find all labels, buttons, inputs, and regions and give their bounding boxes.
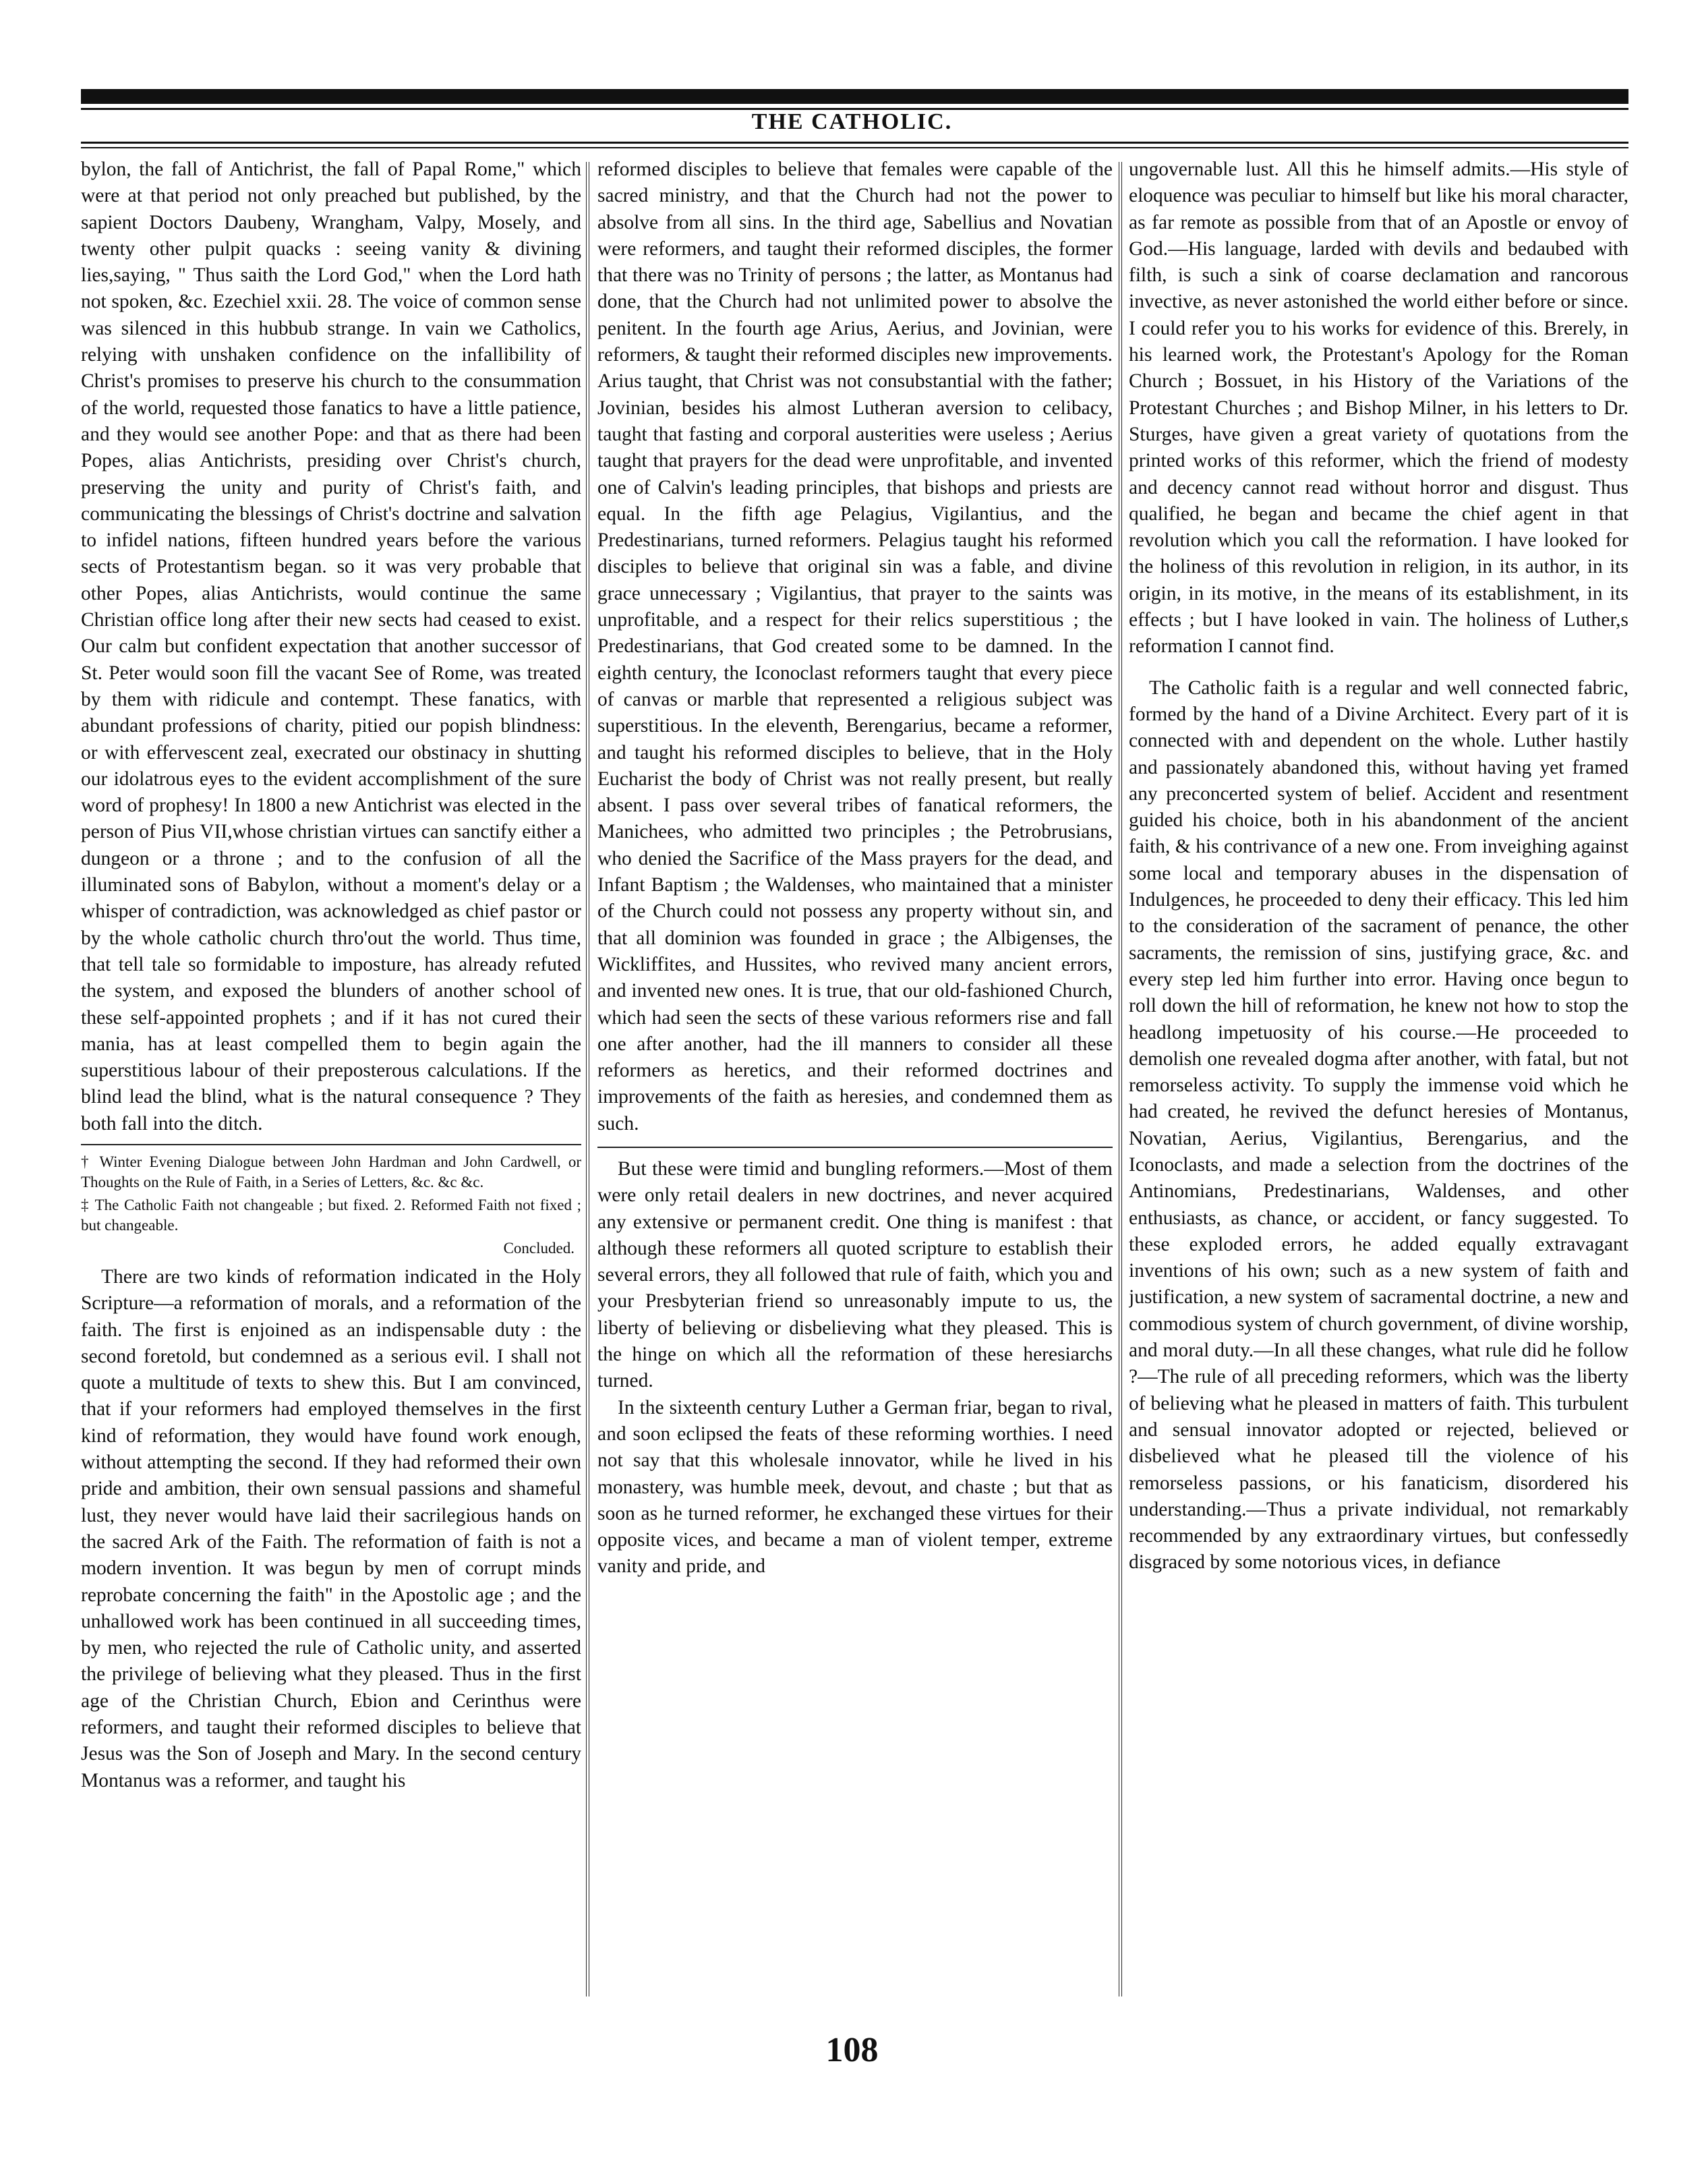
text-columns: [81, 156, 1628, 2005]
column-3: [1129, 156, 1628, 2005]
column-1: [81, 156, 581, 2005]
page-number: 108: [825, 2031, 879, 2069]
column-2-separator: [597, 1147, 1113, 1148]
column-2-paragraph-1: reformed disciples to believe that females were capable of the sacred ministry, and that the Church had not the power to absolve from all sins. In the third age, Sabellius and Novatian were reformers, and taught their reformed disciples, the former that there was no Trinity of persons ; the latter, as Montanus had done, that the Church had not unlimited power to absolve the penitent. In the fourth age Arius, Aerius, and Jovinian, were reformers, & taught their reformed disciples new improvements. Arius taught, that Christ was not consubstantial with the father; Jovinian, besides his almost Lutheran aversion to celibacy, taught that fasting and corporal austerities were useless ; Aerius taught that prayers for the dead were unprofitable, and invented one of Calvin's leading principles, that bishops and priests are equal. In the fifth age Pelagius, Vigilantius, and the Predestinarians, turned reformers. Pelagius taught his reformed disciples to believe that original sin was a fable, and divine grace unnecessary ; Vigilantius, that prayer to the saints was unprofitable, and a respect for their relics superstitious ; the Predestinarians, that God created some to be damned. In the eighth century, the Iconoclast reformers taught that every piece of canvas or marble that represented a religious subject was superstitious. In the eleventh, Berengarius, became a reformer, and taught his reformed disciples to believe, that in the Holy Eucharist the body of Christ was not really present, but really absent. I pass over several tribes of fanatical reformers, the Manichees, who admitted two principles ; the Petrobrusians, who denied the Sacrifice of the Mass prayers for the dead, and Infant Baptism ; the Waldenses, who maintained that a minister of the Church could not possess any property without sin, and that all dominion was founded in grace ; the Albigenses, the Wickliffites, and Hussites, who revived many ancient errors, and invented new ones. It is true, that our old-fashioned Church, which had seen the sects of these various reformers rise and fall one after another, had the ill manners to consider all these reformers as heretics, and their reformed doctrines and improvements of the faith as heresies, and condemned them as such.: [597, 159, 1113, 1134]
concluded-note: Concluded.: [503, 1239, 575, 1257]
footnote-1: † Winter Evening Dialogue between John Hardman and John Cardwell, or Thoughts on the Rule of Faith, in a Series of Letters, &c. &c &c.: [81, 1153, 581, 1190]
masthead-thick-rule: [81, 89, 1628, 104]
masthead-rule-bottom: [81, 142, 1628, 144]
footnotes: [81, 1144, 581, 1259]
masthead-rule-bottom-double: [81, 147, 1628, 148]
column-3-paragraph-1: ungovernable lust. All this he himself admits.—His style of eloquence was peculiar to himself but like his moral character, as far remote as possible from that of an Apostle or envoy of God.—His language, larded with devils and bedaubed with filth, is such a sink of coarse declamation and rancorous invective, as never astonished the world either before or since. I could refer you to his works for evidence of this. Brerely, in his learned work, the Protestant's Apology for the Roman Church ; Bossuet, in his History of the Variations of the Protestant Churches ; and Bishop Milner, in his letters to Dr. Sturges, have given a great variety of quotations from the printed works of this reformer, which the friend of modesty and decency cannot read without horror and disgust. Thus qualified, he began and became the chief agent in that revolution which you call the reformation. I have looked for the holiness of this revolution in religion, in its author, in its origin, in its motive, in the means of its establishment, in its effects ; but I have looked in vain. The holiness of Luther,s reformation I cannot find.: [1129, 159, 1628, 658]
masthead-title: THE CATHOLIC.: [751, 109, 953, 134]
column-divider-1: [586, 162, 589, 1996]
column-divider-2: [1119, 162, 1122, 1996]
column-2-paragraph-2: But these were timid and bungling reformers.—Most of them were only retail dealers in new doctrines, and never acquired any extensive or permanent credit. One thing is manifest : that although these reformers all quoted scripture to establish their several errors, they all followed that rule of faith, which you and your Presbyterian friend so unreasonably impute to us, the liberty of believing or disbelieving what they pleased. This is the hinge on which all the reformation of these heresiarchs turned.: [597, 1157, 1113, 1392]
column-3-paragraph-2: The Catholic faith is a regular and well connected fabric, formed by the hand of a Divine Architect. Every part of it is connected with and dependent on the whole. Luther hastily and passionately abandoned this, without having yet framed any preconcerted system of belief. Accident and resentment guided his choice, both in his abandonment of the ancient faith, & his contrivance of a new one. From inveighing against some local and temporary abuses in the dispensation of Indulgences, he proceeded to deny their efficacy. This led him to the consideration of the sacrament of penance, the other sacraments, the remission of sins, justifying grace, &c. and every step led him further into error. Having once begun to roll down the hill of reformation, he knew not how to stop the headlong impetuosity of his course.—He proceeded to demolish one revealed dogma after another, with fatal, but not remorseless activity. To supply the immense void which he had created, he revived the defunct heresies of Montanus, Novatian, Aerius, Vigilantius, Berengarius, and the Iconoclasts, and made a selection from the doctrines of the Antinomians, Predestinarians, Waldenses, and other enthusiasts, as chance, or accident, or fancy suggested. To these exploded errors, he added equally extravagant inventions of his own; such as a new system of faith and justification, a new system of sacramental doctrine, a new and commodious system of church government, of divine worship, and moral duty.—In all these changes, what rule did he follow ?—The rule of all preceding reformers, which was the liberty of believing what he pleased in matters of faith. This turbulent and sensual innovator adopted or rejected, believed or disbelieved what he pleased till the violence of his remorseless passions, or his fanaticism, disordered his understanding.—Thus a private individual, not remarkably recommended by any extraordinary virtues, but confessedly disgraced by some notorious vices, in defiance: [1129, 677, 1628, 1574]
column-2: [597, 156, 1113, 2005]
column-1-paragraph-1: bylon, the fall of Antichrist, the fall of Papal Rome," which were at that period not only preached but published, by the sapient Doctors Daubeny, Wrangham, Valpy, Mosely, and twenty other pulpit quacks : seeing vanity & divining lies,saying, " Thus saith the Lord God," when the Lord hath not spoken, &c. Ezechiel xxii. 28. The voice of common sense was silenced in this hubbub strange. In vain we Catholics, relying with unshaken confidence on the infallibility of Christ's promises to preserve his church to the consummation of the world, requested those fanatics to have a little patience, and they would see another Pope: and that as there had been Popes, alias Antichrists, presiding over Christ's church, preserving the unity and purity of Christ's faith, and communicating the blessings of Christ's doctrine and salvation to infidel nations, fifteen hundred years before the various sects of Protestantism began. so it was very probable that other Popes, alias Antichrists, would continue the same Christian office long after their new sects had ceased to exist. Our calm but confident expectation that another successor of St. Peter would soon fill the vacant See of Rome, was treated by them with ridicule and contempt. These fanatics, with abundant professions of charity, pitied our popish blindness: or with effervescent zeal, execrated our obstinacy in shutting our idolatrous eyes to the evident accomplishment of the sure word of prophesy! In 1800 a new Antichrist was elected in the person of Pius VII,whose christian virtues can sanctify either a dungeon or a throne ; and to the confusion of all the illuminated sons of Babylon, without a moment's delay or a whisper of contradiction, was acknowledged as chief pastor or by the whole catholic church thro'out the world. Thus time, that tell tale so formidable to imposture, has already refuted the system, and exposed the blunders of another school of these self-appointed prophets ; and if it has not cured their mania, has at least compelled them to begin again the superstitious labour of their preposterous calculations. If the blind lead the blind, what is the natural consequence ? They both fall into the ditch.: [81, 159, 581, 1134]
footnote-2: ‡ The Catholic Faith not changeable ; but fixed. 2. Reformed Faith not fixed ; but changeable.: [81, 1196, 581, 1234]
column-2-paragraph-3: In the sixteenth century Luther a German friar, began to rival, and soon eclipsed the feats of these reforming worthies. I need not say that this wholesale innovator, while he lived in his monastery, was humble meek, devout, and chaste ; but that as soon as he turned reformer, he exchanged these virtues for their opposite vices, and became a man of violent temper, extreme vanity and pride, and: [597, 1396, 1113, 1578]
column-1-paragraph-2: There are two kinds of reformation indicated in the Holy Scripture—a reformation of morals, and a reformation of the faith. The first is enjoined as an indispensable duty : the second foretold, but condemned as a serious evil. I shall not quote a multitude of texts to shew this. But I am convinced, that if your reformers had employed themselves in the first kind of reformation, they would have found work enough, without attempting the second. If they had reformed their own pride and ambition, their own sensual passions and shameful lust, they never would have laid their sacrilegious hands on the sacred Ark of the Faith. The reformation of faith is not a modern invention. It was begun by men of corrupt minds reprobate concerning the faith" in the Apostolic age ; and the unhallowed work has been continued in all succeeding times, by men, who rejected the rule of Catholic unity, and asserted the privilege of believing what they pleased. Thus in the first age of the Christian Church, Ebion and Cerinthus were reformers, and taught their reformed disciples to believe that Jesus was the Son of Joseph and Mary. In the second century Montanus was a reformer, and taught his: [81, 1265, 581, 1791]
